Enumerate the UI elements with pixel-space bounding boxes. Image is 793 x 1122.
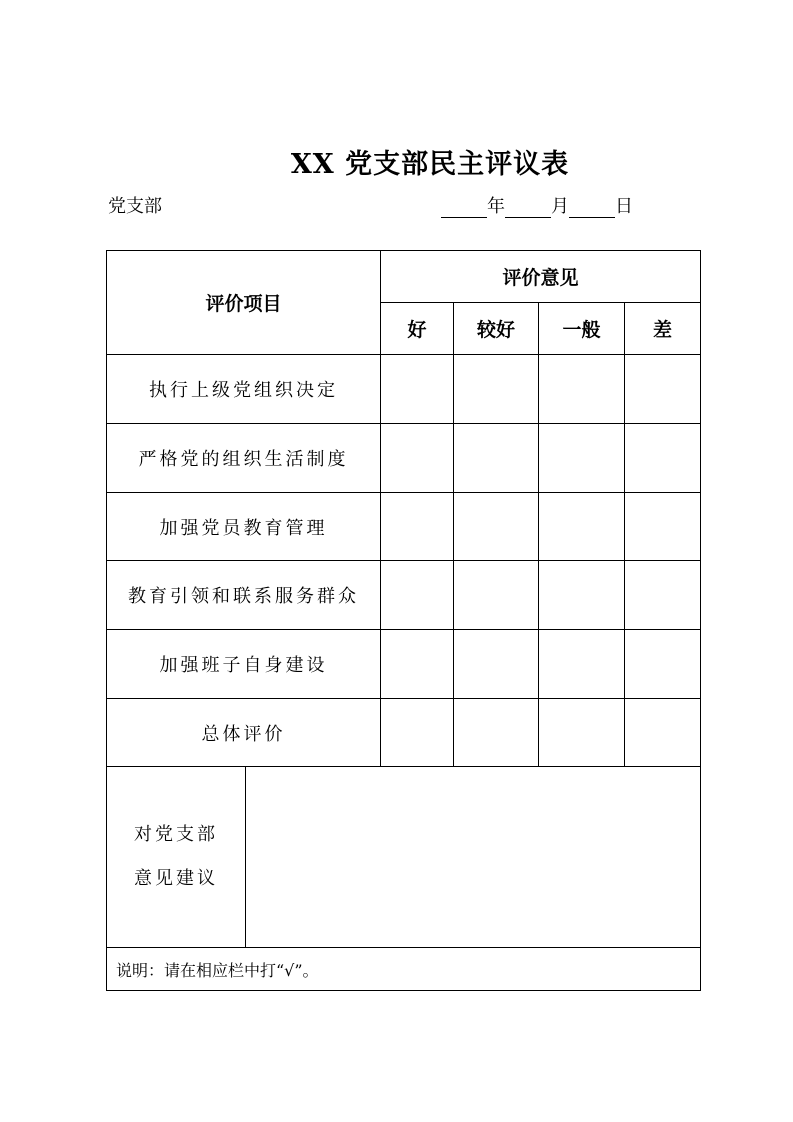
- table-row: [107, 630, 701, 699]
- rating-cell-good[interactable]: [381, 424, 454, 493]
- table-row: [107, 493, 701, 561]
- rating-cell-average[interactable]: [539, 355, 625, 424]
- rating-cell-fairly-good[interactable]: [454, 630, 539, 699]
- rating-cell-poor[interactable]: [625, 561, 701, 630]
- form-title: XX 党支部民主评议表: [290, 149, 570, 180]
- branch-label: 党支部: [108, 196, 162, 217]
- rating-cell-average[interactable]: [539, 424, 625, 493]
- rating-header-good: 好: [381, 303, 454, 355]
- suggestion-label-line2: 意见建议: [134, 868, 218, 889]
- rating-cell-average[interactable]: [539, 630, 625, 699]
- suggestion-input-area[interactable]: [246, 767, 701, 948]
- opinion-header: 评价意见: [381, 251, 701, 303]
- rating-cell-poor[interactable]: [625, 493, 701, 561]
- rating-cell-good[interactable]: [381, 493, 454, 561]
- rating-cell-poor[interactable]: [625, 630, 701, 699]
- rating-header-average: 一般: [539, 303, 625, 355]
- rating-cell-good[interactable]: [381, 699, 454, 767]
- month-blank[interactable]: [505, 197, 551, 218]
- table-row: [107, 424, 701, 493]
- suggestion-row: [107, 767, 701, 948]
- rating-header-poor: 差: [625, 303, 701, 355]
- rating-cell-fairly-good[interactable]: [454, 424, 539, 493]
- table-row: [107, 355, 701, 424]
- evaluation-table: [106, 250, 701, 991]
- year-blank[interactable]: [441, 197, 487, 218]
- rating-cell-poor[interactable]: [625, 699, 701, 767]
- item-label: 教育引领和联系服务群众: [107, 561, 381, 630]
- table-row: [107, 699, 701, 767]
- item-label: 执行上级党组织决定: [107, 355, 381, 424]
- month-label: 月: [551, 196, 569, 217]
- rating-cell-poor[interactable]: [625, 355, 701, 424]
- rating-header-fairly-good: 较好: [454, 303, 539, 355]
- day-label: 日: [615, 196, 633, 217]
- rating-cell-fairly-good[interactable]: [454, 561, 539, 630]
- table-row: [107, 561, 701, 630]
- rating-cell-average[interactable]: [539, 561, 625, 630]
- item-label: 加强党员教育管理: [107, 493, 381, 561]
- year-label: 年: [487, 196, 505, 217]
- suggestion-label: [107, 767, 246, 948]
- rating-cell-poor[interactable]: [625, 424, 701, 493]
- rating-cell-good[interactable]: [381, 561, 454, 630]
- footnote-row: [107, 948, 701, 991]
- date-line: [441, 192, 633, 218]
- item-label: 加强班子自身建设: [107, 630, 381, 699]
- rating-cell-fairly-good[interactable]: [454, 355, 539, 424]
- rating-cell-average[interactable]: [539, 699, 625, 767]
- suggestion-label-line1: 对党支部: [134, 824, 218, 845]
- item-header: 评价项目: [107, 251, 381, 355]
- item-label: 总体评价: [107, 699, 381, 767]
- rating-cell-fairly-good[interactable]: [454, 699, 539, 767]
- footnote: 说明：请在相应栏中打“√”。: [107, 948, 701, 991]
- day-blank[interactable]: [569, 197, 615, 218]
- item-label: 严格党的组织生活制度: [107, 424, 381, 493]
- rating-cell-good[interactable]: [381, 355, 454, 424]
- rating-cell-fairly-good[interactable]: [454, 493, 539, 561]
- rating-cell-good[interactable]: [381, 630, 454, 699]
- rating-cell-average[interactable]: [539, 493, 625, 561]
